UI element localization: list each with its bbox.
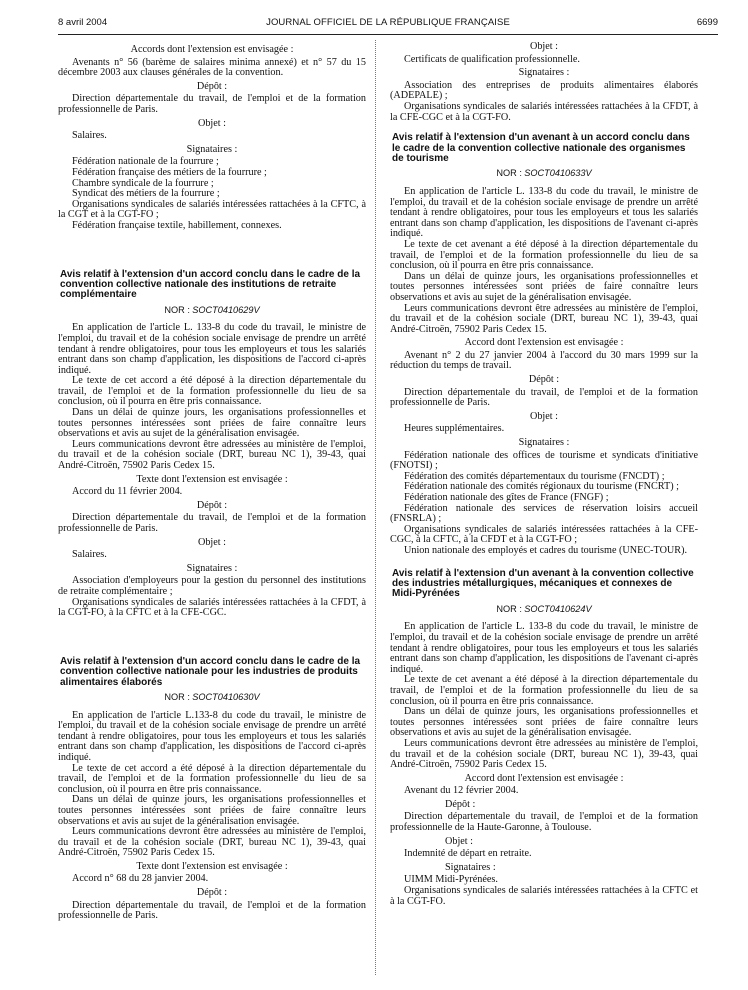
signataire: Fédération des comités départementaux du tourisme (FNCDT) ; (404, 470, 665, 482)
nor-reference (390, 168, 698, 179)
nor-code: SOCT0410624V (524, 603, 592, 614)
signataire: Fédération française des métiers de la fourrure ; (72, 166, 267, 178)
label-accord: Accord dont l'extension est envisagée : (464, 337, 624, 349)
header-date: 8 avril 2004 (58, 17, 108, 28)
section-retraite-complementaire (58, 270, 366, 619)
label-depot: Dépôt : (445, 798, 476, 810)
objet-value: Salaires. (72, 549, 107, 561)
signataire: Organisations syndicales de salariés intéressées rattachées à la CFTC et à la CGT-FO. (390, 885, 698, 907)
label-accords: Accords dont l'extension est envisagée : (130, 44, 294, 55)
signataire: Union nationale des employés et cadres du tourisme (UNEC-TOUR). (404, 544, 688, 556)
signataire: Fédération nationale des services de réservation loisirs accueil (FNSRLA) ; (390, 502, 698, 525)
texte-value: Accord du 11 février 2004. (72, 486, 183, 498)
paragraph: Le texte de cet accord a été déposé à la direction départementale du travail, de l'emploi et de la formation professionnelle du lieu de sa conclusion, où il pourra en être pris connaissance. (58, 762, 366, 795)
section-metallurgie-midi-pyrenees (390, 569, 698, 908)
section-title: Avis relatif à l'extension d'un avenant à un accord conclu dans le cadre de la convention collective nationale des organismes de tourisme (392, 132, 690, 164)
nor-label: NOR : (496, 603, 522, 614)
objet-value: Indemnité de départ en retraite. (404, 848, 532, 860)
texte-value: Accord n° 68 du 28 janvier 2004. (72, 873, 209, 885)
label-signataires: Signataires : (518, 67, 570, 79)
signataire: Organisations syndicales de salariés intéressées rattachées à la CFDT, à la CGT-FO, à la CFTC et à la CFE-CGC. (58, 596, 366, 619)
label-depot: Dépôt : (196, 887, 228, 899)
signataire: Organisations syndicales de salariés intéressées rattachées à la CFDT, à la CFE-CGC et à la CGT-FO. (390, 100, 698, 123)
paragraph: Dans un délai de quinze jours, les organisations professionnelles et toutes personnes intéressées sont priées de faire connaître leurs observations et avis au sujet de la généralisation envisagée. (58, 794, 366, 827)
signataire: Chambre syndicale de la fourrure ; (72, 177, 214, 189)
signataire: Fédération nationale des comités régionaux du tourisme (FNCRT) ; (404, 481, 679, 493)
paragraph: Leurs communications devront être adressées au ministère de l'emploi, du travail et de la cohésion sociale (DRT, bureau NC 1), 39-43, quai André-Citroën, 75902 Paris Cedex 15. (390, 302, 698, 335)
section-organismes-tourisme (390, 133, 698, 556)
intro-texte: Avenants n° 56 (barème de salaires minima annexé) et n° 57 du 15 décembre 2003 aux clauses générales de la convention. (58, 56, 366, 79)
nor-label: NOR : (496, 168, 522, 179)
depot-value: Direction départementale du travail, de l'emploi et de la formation professionnelle de Paris. (58, 899, 366, 922)
header-journal-title: JOURNAL OFFICIEL DE LA RÉPUBLIQUE FRANÇAISE (266, 17, 510, 28)
label-accord: Accord dont l'extension est envisagée : (464, 772, 624, 784)
paragraph: Le texte de cet accord a été déposé à la direction départementale du travail, de l'emploi et de la formation professionnelle du lieu de sa conclusion, où il pourra en être pris connaissance. (58, 375, 366, 408)
section-title: Avis relatif à l'extension d'un accord conclu dans le cadre de la convention collective nationale des institutions de retraite complémentaire (60, 268, 361, 301)
texte-value: Avenant du 12 février 2004. (404, 785, 519, 797)
signataire: Organisations syndicales de salariés intéressées rattachées à la CFE-CGC, à la CFTC, à la CFDT et à la CGT-FO ; (390, 523, 698, 546)
paragraph: Leurs communications devront être adressées au ministère de l'emploi, du travail et de la cohésion sociale (DRT, bureau NC 1), 39-43, quai André-Citroën, 75902 Paris Cedex 15. (58, 826, 366, 859)
signataire: Fédération nationale des offices de tourisme et syndicats d'initiative (FNOTSI) ; (390, 449, 698, 472)
header-page-number: 6699 (696, 17, 718, 28)
nor-code: SOCT0410630V (192, 691, 260, 702)
nor-reference (390, 604, 698, 615)
page-header (58, 18, 718, 32)
signataire: Fédération nationale de la fourrure ; (72, 156, 219, 168)
nor-code: SOCT0410629V (192, 304, 260, 315)
paragraph: Leurs communications devront être adressées au ministère de l'emploi, du travail et de la cohésion sociale (DRT, bureau NC 1), 39-43, quai André-Citroën, 75902 Paris Cedex 15. (58, 438, 366, 472)
label-texte: Texte dont l'extension est envisagée : (136, 860, 288, 872)
nor-reference (58, 305, 366, 316)
paragraph: Leurs communications devront être adressées au ministère de l'emploi, du travail et de la cohésion sociale (DRT, bureau NC 1), 39-43, quai André-Citroën, 75902 Paris Cedex 15. (390, 737, 698, 771)
label-depot: Dépôt : (196, 499, 228, 511)
signataire: Organisations syndicales de salariés intéressées rattachées à la CFTC, à la CGT et à la CGT-FO ; (58, 198, 366, 221)
texte-value: Avenant n° 2 du 27 janvier 2004 à l'accord du 30 mars 1999 sur la réduction du temps de travail. (390, 349, 698, 372)
label-signataires: Signataires : (186, 562, 238, 574)
signataire: Association d'employeurs pour la gestion du personnel des institutions de retraite complémentaire ; (58, 575, 366, 597)
paragraph: Le texte de cet avenant a été déposé à la direction départementale du travail, de l'emploi et de la formation professionnelle du lieu de sa conclusion, où il pourra en être pris connaissance. (390, 238, 698, 272)
signataire: Syndicat des métiers de la fourrure ; (72, 188, 220, 200)
section-title: Avis relatif à l'extension d'un accord conclu dans le cadre de la convention collective nationale pour les industries de produits alimentaires élaborés (60, 655, 361, 688)
intro-objet: Salaires. (72, 130, 107, 142)
label-depot: Dépôt : (196, 80, 228, 92)
label-objet: Objet : (529, 410, 558, 422)
nor-reference (58, 692, 366, 703)
paragraph: Dans un délai de quinze jours, les organisations professionnelles et toutes personnes intéressées sont priées de faire connaître leurs observations et avis au sujet de la généralisation envisagée. (58, 407, 366, 440)
label-signataires: Signataires : (186, 143, 238, 155)
paragraph: En application de l'article L. 133-8 du code du travail, le ministre de l'emploi, du travail et de la cohésion sociale envisage de prendre un arrêté tendant à rendre obligatoires, pour tous les employeurs et tous les salariés entrant dans son champ d'application, les dispositions de l'avenant ci-après indiqué. (390, 185, 698, 240)
label-texte: Texte dont l'extension est envisagée : (136, 473, 288, 485)
label-depot: Dépôt : (528, 374, 560, 386)
column-separator (375, 40, 376, 975)
section-produits-alimentaires (58, 657, 366, 922)
depot-value: Direction départementale du travail, de l'emploi et de la formation professionnelle de Paris. (390, 386, 698, 409)
signataire: UIMM Midi-Pyrénées. (404, 874, 498, 886)
depot-value: Direction départementale du travail, de l'emploi et de la formation professionnelle de Paris. (58, 512, 366, 534)
label-objet: Objet : (197, 536, 226, 548)
paragraph: En application de l'article L. 133-8 du code du travail, le ministre de l'emploi, du travail et de la cohésion sociale envisage de prendre un arrêté tendant à rendre obligatoires, pour tous les employeurs et tous les salariés entrant dans son champ d'application, les dispositions de l'accord ci-après indiqué. (58, 322, 366, 376)
left-column (58, 42, 366, 922)
paragraph: Le texte de cet avenant a été déposé à la direction départementale du travail, de l'emploi et de la formation professionnelle du lieu de sa conclusion, où il pourra en être pris connaissance. (390, 674, 698, 707)
label-objet: Objet : (445, 835, 474, 847)
nor-code: SOCT0410633V (524, 168, 592, 179)
objet-value: Certificats de qualification professionnelle. (404, 53, 580, 65)
nor-label: NOR : (164, 691, 190, 702)
paragraph: Dans un délai de quinze jours, les organisations professionnelles et toutes personnes intéressées sont priées de faire connaître leurs observations et avis au sujet de la généralisation envisagée. (390, 270, 698, 303)
label-objet: Objet : (529, 41, 558, 52)
objet-value: Heures supplémentaires. (404, 423, 505, 435)
paragraph: En application de l'article L.133-8 du code du travail, le ministre de l'emploi, du travail et de la cohésion sociale envisage de prendre un arrêté tendant à rendre obligatoires, pour tous les employeurs et tous les salariés entrant dans son champ d'application, les dispositions de l'accord ci-après indiqué. (58, 709, 366, 763)
intro-depot: Direction départementale du travail, de l'emploi et de la formation professionnelle de Paris. (58, 93, 366, 115)
label-signataires: Signataires : (518, 437, 570, 449)
right-column (390, 42, 698, 907)
label-signataires: Signataires : (445, 861, 496, 873)
label-objet: Objet : (197, 117, 226, 129)
signataire: Association des entreprises de produits alimentaires élaborés (ADEPALE) ; (390, 79, 698, 102)
section-title: Avis relatif à l'extension d'un avenant à la convention collective des industries métallurgiques, mécaniques et connexes de Midi-Pyrénées (392, 567, 694, 600)
paragraph: En application de l'article L. 133-8 du code du travail, le ministre de l'emploi, du travail et de la cohésion sociale envisage de prendre un arrêté tendant à rendre obligatoires, pour tous les employeurs et tous les salariés entrant dans son champ d'application, les dispositions de l'avenant ci-après indiqué. (390, 621, 698, 675)
signataire: Fédération française textile, habillement, connexes. (72, 219, 282, 231)
depot-value: Direction départementale du travail, de l'emploi et de la formation professionnelle de la Haute-Garonne, à Toulouse. (390, 811, 698, 834)
header-rule (58, 34, 718, 35)
signataire: Fédération nationale des gîtes de France (FNGF) ; (404, 492, 609, 503)
paragraph: Dans un délai de quinze jours, les organisations professionnelles et toutes personnes intéressées sont priées de faire connaître leurs observations et avis au sujet de la généralisation envisagée. (390, 706, 698, 739)
nor-label: NOR : (164, 304, 190, 315)
